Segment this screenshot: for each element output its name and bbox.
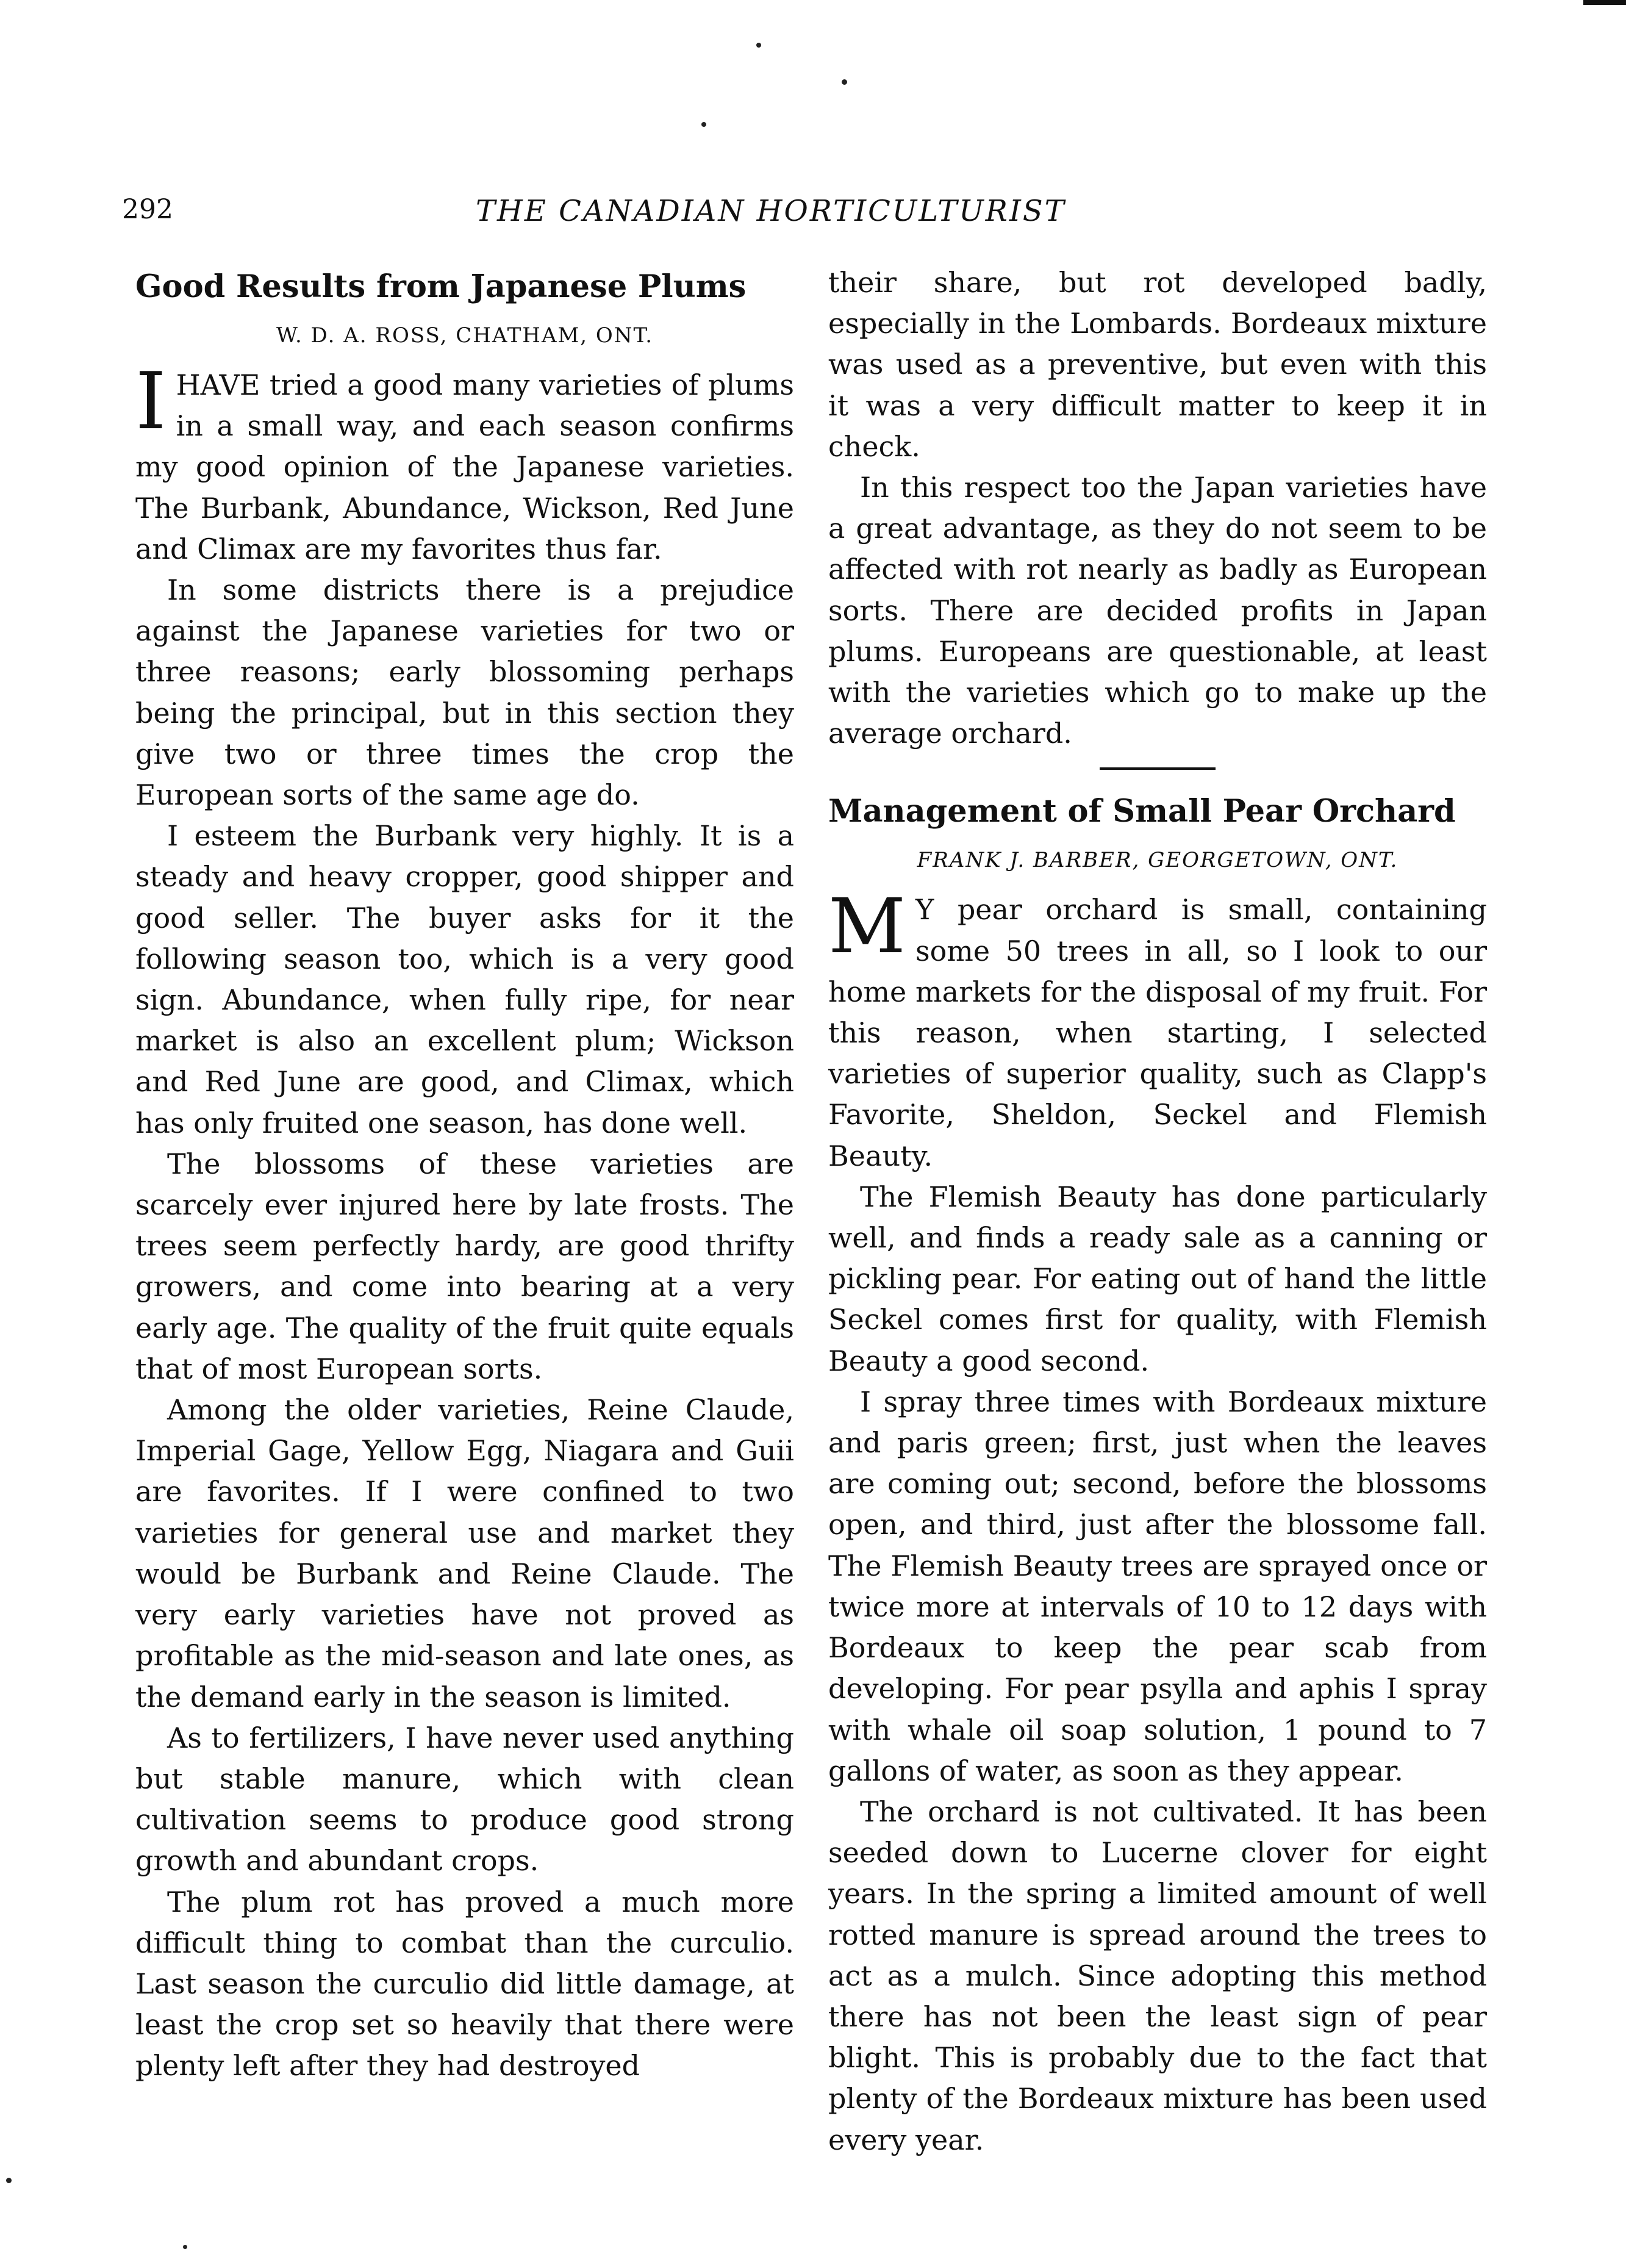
article1-paragraph-3: I esteem the Burbank very highly. It is a steady and heavy cropper, good shipper and good seller. The buyer asks for it the following season too, which is a very good sign. Abundance, when fully ripe, for near market is also an excellent plum; Wickson and Red June are good, and Climax, which has only fruited one season, has done well. (135, 819, 794, 1139)
scan-speck (701, 122, 706, 127)
running-title: THE CANADIAN HORTICULTURIST (476, 194, 1066, 228)
article1-paragraph-5: Among the older varieties, Reine Claude, Imperial Gage, Yellow Egg, Niagara and Guii are favorites. If I were confined to two varieties for general use and market they would be Burbank and Reine Claude. The very early varieties have not proved as profitable as the mid-season and late ones, as the demand early in the season is limited. (135, 1393, 794, 1714)
article2-paragraph-4: The orchard is not cultivated. It has been seeded down to Lucerne clover for eight years. In the spring a limited amount of well rotted manure is spread around the trees to act as a mulch. Since adopting this method there has not been the least sign of pear blight. This is probably due to the fact that plenty of the Bordeaux mixture has been used every year. (828, 1795, 1487, 2156)
left-column (135, 264, 794, 2087)
article1-paragraph-1: IHAVE tried a good many varieties of plums in a small way, and each season confirms my good opinion of the Japanese varieties. The Burbank, Abundance, Wickson, Red June and Climax are my favorites thus far. (135, 356, 794, 565)
scan-speck (6, 2178, 12, 2183)
article2-paragraph-1: M Y pear orchard is small, containing some 50 trees in all, so I look to our home markets for the disposal of my fruit. For this reason, when starting, I selected varieties of superior quality, such as Clapp's Favorite, Sheldon, Seckel and Flemish Beauty. (828, 883, 1487, 1172)
article1-title: Good Results from Japanese Plums (135, 268, 747, 305)
article2-byline: FRANK J. BARBER, GEORGETOWN, ONT. (917, 848, 1399, 873)
article1-byline: W. D. A. ROSS, CHATHAM, ONT. (276, 323, 654, 348)
article1-paragraph-7: The plum rot has proved a much more difficult thing to combat than the curculio. Last season the curculio did little damage, at least the crop set so heavily that there were plenty left after they had destroyed (135, 1885, 794, 2083)
article1-paragraph-6: As to fertilizers, I have never used anything but stable manure, which with clean cultivation seems to produce good strong growth and abundant crops. (135, 1721, 794, 1878)
article1-continuation-2: In this respect too the Japan varieties have a great advantage, as they do not seem to be affected with rot nearly as badly as European sorts. There are decided profits in Japan plums. Europeans are questionable, at least with the varieties which go to make up the average orchard. (828, 471, 1487, 750)
article2-paragraph-2: The Flemish Beauty has done particularly well, and finds a ready sale as a canning or pickling pear. For eating out of hand the little Seckel comes first for quality, with Flemish Beauty a good second. (828, 1180, 1487, 1377)
scan-speck (842, 79, 847, 85)
corner-rule (1583, 0, 1626, 5)
article2-paragraph-3: I spray three times with Bordeaux mixture and paris green; first, just when the leaves are coming out; second, before the blossoms open, and third, just after the blossome fall. The Flemish Beauty trees are sprayed once or twice more at intervals of 10 to 12 days with Bordeaux to keep the pear scab from developing. For pear psylla and aphis I spray with whale oil soap solution, 1 pound to 7 gallons of water, as soon as they appear. (828, 1385, 1487, 1787)
article1-paragraph-2: In some districts there is a prejudice against the Japanese varieties for two or three reasons; early blossoming perhaps being the principal, but in this section they give two or three times the crop the European sorts of the same age do. (135, 573, 794, 812)
scan-speck (756, 43, 761, 48)
page-number: 292 (122, 194, 173, 225)
scan-speck (183, 2245, 187, 2249)
article1-dropcap: I (135, 356, 167, 447)
article2-title: Management of Small Pear Orchard (828, 793, 1456, 830)
section-divider (1100, 767, 1216, 770)
right-column (828, 262, 1487, 2161)
article1-paragraph-4: The blossoms of these varieties are scarcely ever injured here by late frosts. The trees seem perfectly hardy, are good thrifty growers, and come into bearing at a very early age. The quality of the fruit quite equals that of most European sorts. (135, 1147, 794, 1385)
article1-continuation-1: their share, but rot developed badly, especially in the Lombards. Bordeaux mixture was used as a preventive, but even with this it was a very difficult matter to keep it in check. (828, 266, 1487, 463)
article2-dropcap: M (828, 883, 906, 971)
